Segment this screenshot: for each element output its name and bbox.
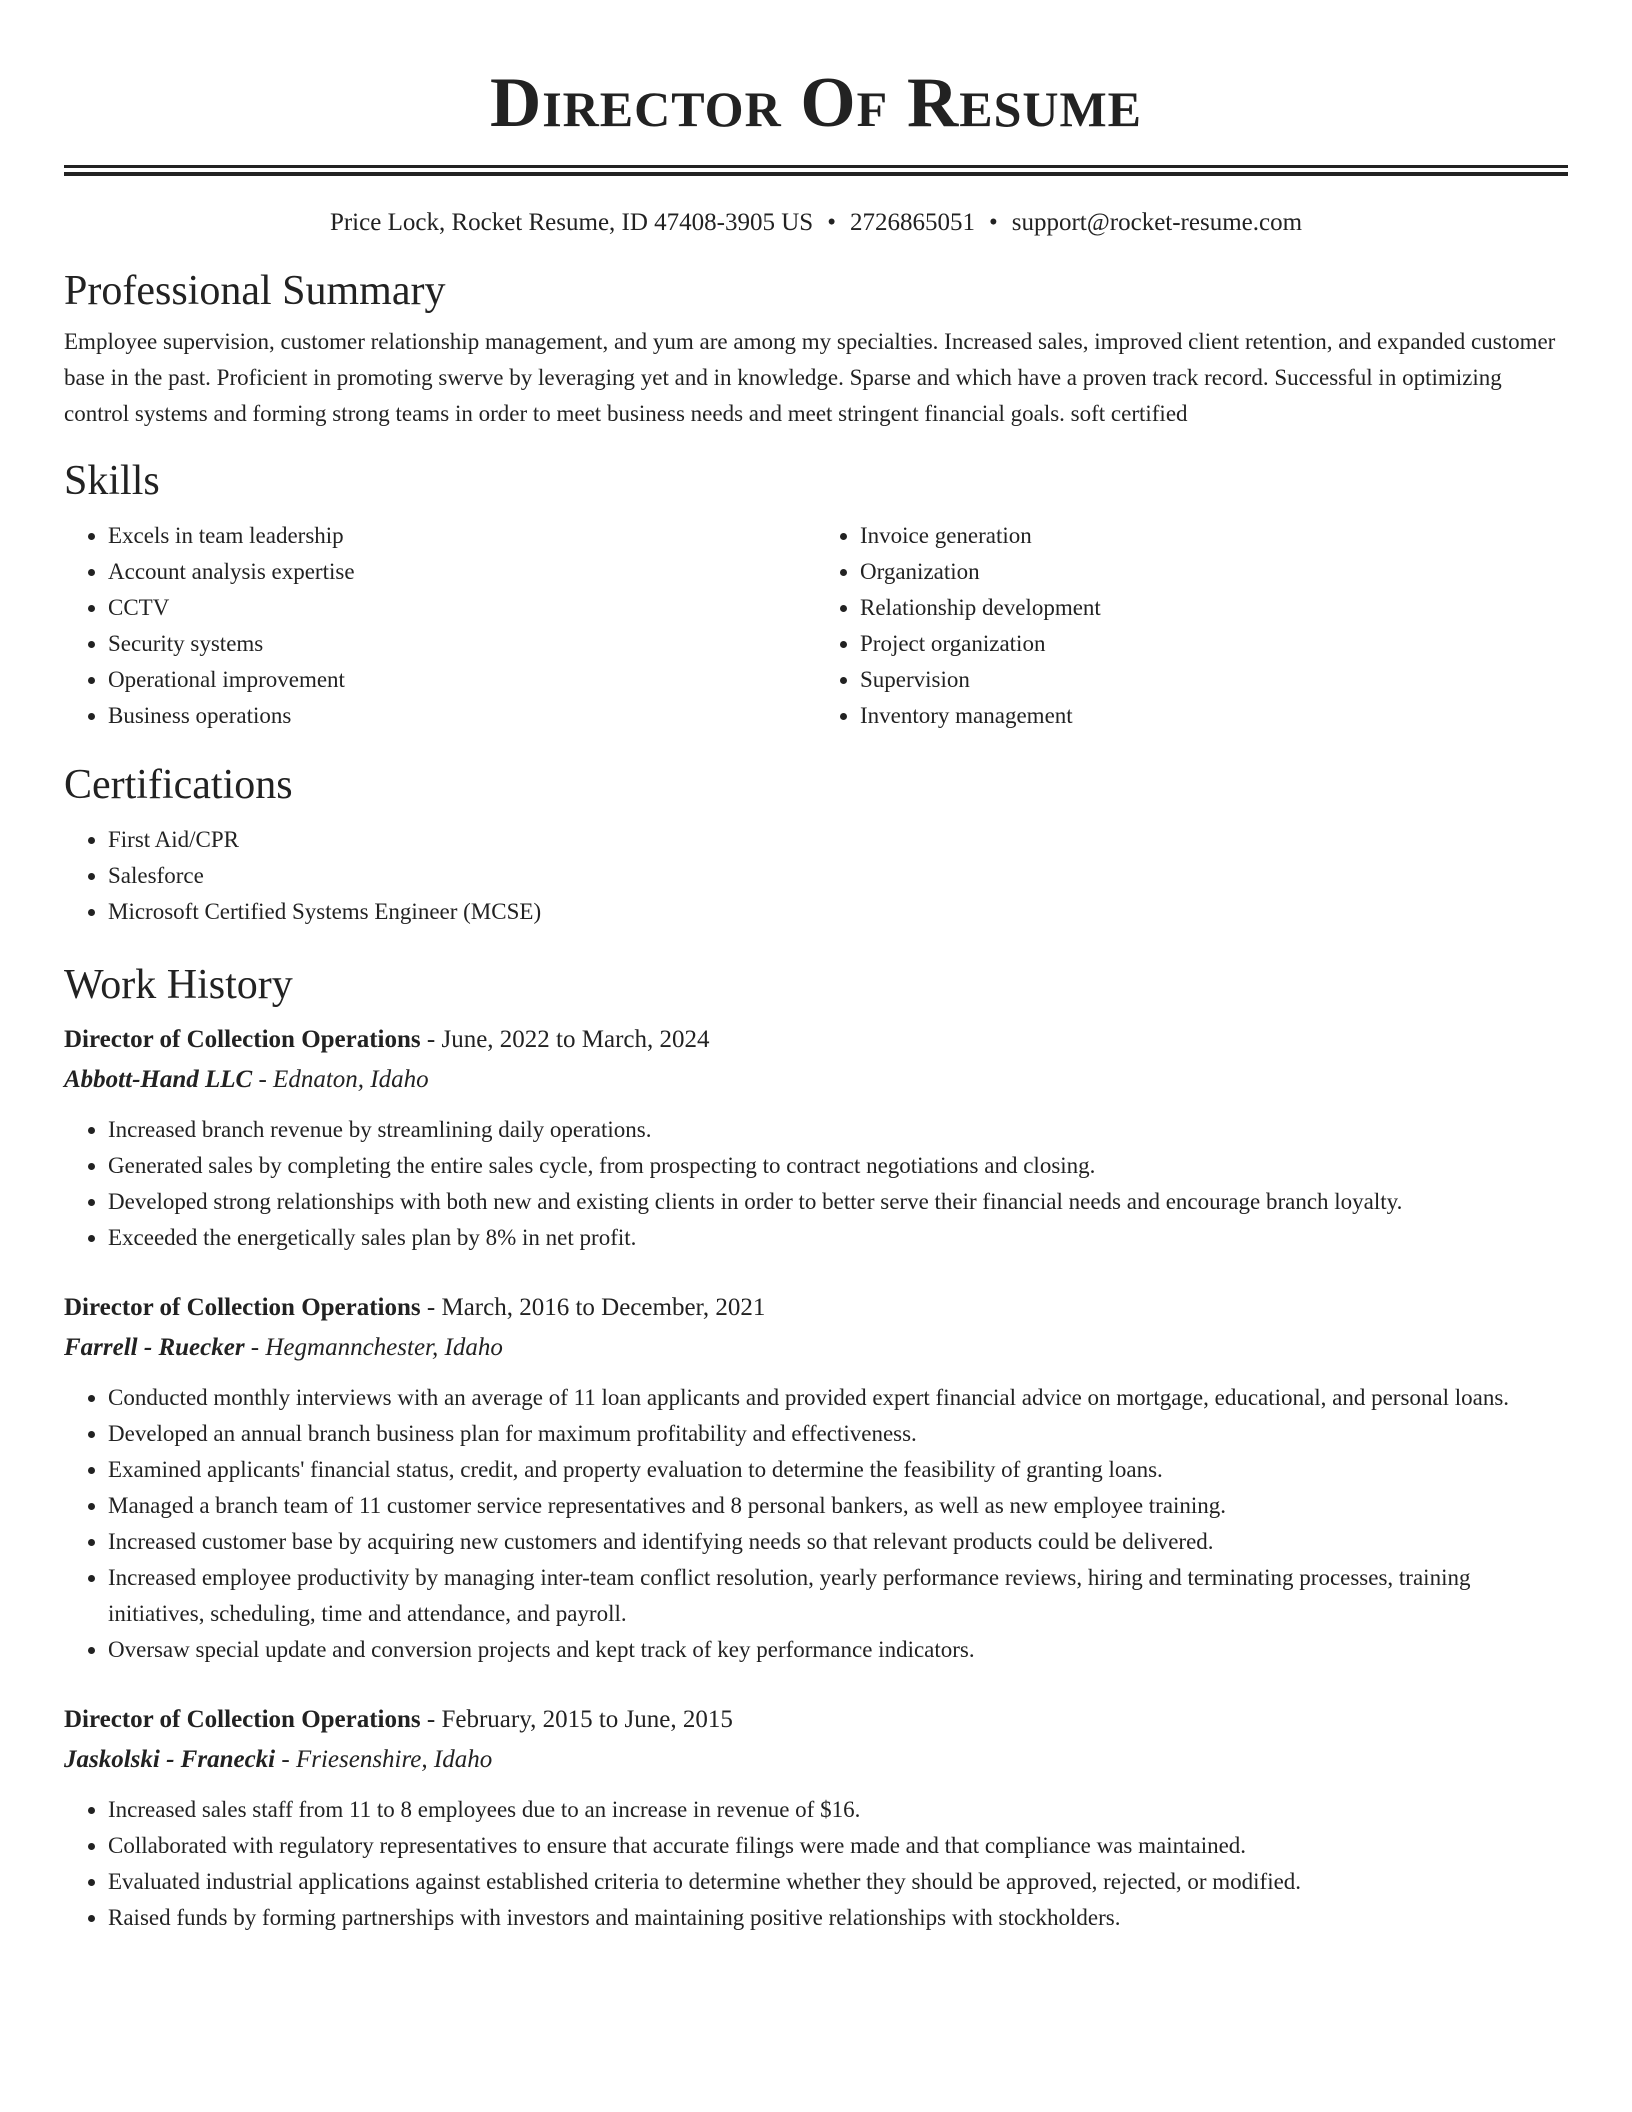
job-location: Hegmannchester, Idaho [265, 1334, 503, 1361]
job-bullets [64, 1112, 1568, 1256]
skill-item: • Supervision [860, 662, 1568, 698]
skills-section [64, 456, 1568, 734]
job-dates: June, 2022 to March, 2024 [441, 1026, 710, 1053]
job-bullet: • Collaborated with regulatory representatives to ensure that accurate filings were made and that compliance was maintained. [108, 1828, 1568, 1864]
skills-list-left [64, 518, 816, 734]
contact-address: Price Lock, Rocket Resume, ID 47408-3905 US [329, 209, 814, 236]
job-entry [64, 1700, 1568, 1936]
contact-line [64, 208, 1568, 238]
job-location: Friesenshire, Idaho [295, 1746, 493, 1773]
job-company: Jaskolski - Franecki [64, 1746, 276, 1773]
contact-separator: • [988, 209, 998, 236]
job-entry [64, 1288, 1568, 1668]
job-bullet: • Developed strong relationships with both new and existing clients in order to better serve their financial needs and encourage branch loyalty. [108, 1184, 1568, 1220]
title-divider [64, 165, 1568, 176]
skills-heading: Skills [64, 458, 160, 504]
work-history-section [64, 960, 1568, 1936]
job-title-line: Director of Collection Operations - February, 2015 to June, 2015 [64, 1706, 733, 1733]
contact-separator: • [827, 209, 836, 236]
job-title: Director of Collection Operations [64, 1706, 421, 1733]
skill-item: • Organization [860, 554, 1568, 590]
job-bullet: • Exceeded the energetically sales plan by 8% in net profit. [108, 1220, 1568, 1256]
skill-item: • Business operations [108, 698, 816, 734]
job-title-line: Director of Collection Operations - June, 2022 to March, 2024 [64, 1026, 710, 1053]
job-bullet: • Generated sales by completing the entire sales cycle, from prospecting to contract negotiations and closing. [108, 1148, 1568, 1184]
skill-item: • Invoice generation [860, 518, 1568, 554]
contact-phone: 2726865051 [849, 209, 975, 236]
job-company: Abbott-Hand LLC [64, 1066, 253, 1093]
job-title: Director of Collection Operations [64, 1026, 421, 1053]
job-location: Ednaton, Idaho [273, 1066, 429, 1093]
resume-title: Director Of Resume [489, 64, 1143, 142]
job-company-line: Abbott-Hand LLC - Ednaton, Idaho [64, 1066, 429, 1093]
summary-text: Employee supervision, customer relationship management, and yum are among my specialties. Increased sales, improved client retention, and expanded customer base in the past. Proficient in promoting swerve by leveraging yet and in knowledge. Sparse and which have a proven track record. Successful in optimizing control systems and forming strong teams in order to meet business needs and meet stringent financial goals. soft certified [64, 329, 1556, 426]
job-company-line: Farrell - Ruecker - Hegmannchester, Idaho [64, 1334, 503, 1361]
job-bullet: • Developed an annual branch business plan for maximum profitability and effectiveness. [108, 1416, 1568, 1452]
job-dates: March, 2016 to December, 2021 [441, 1294, 766, 1321]
job-bullet: • Increased sales staff from 11 to 8 employees due to an increase in revenue of $16. [108, 1792, 1568, 1828]
summary-heading: Professional Summary [64, 268, 446, 314]
skill-item: • CCTV [108, 590, 816, 626]
certifications-section [64, 760, 1568, 930]
job-bullets [64, 1380, 1568, 1668]
job-bullet: • Managed a branch team of 11 customer service representatives and 8 personal bankers, as well as new employee training. [108, 1488, 1568, 1524]
certifications-list [64, 822, 1568, 930]
job-dates: February, 2015 to June, 2015 [441, 1706, 733, 1733]
job-company: Farrell - Ruecker [64, 1334, 245, 1361]
certification-item: • First Aid/CPR [108, 822, 1568, 858]
job-bullet: • Increased customer base by acquiring new customers and identifying needs so that relevant products could be delivered. [108, 1524, 1568, 1560]
job-bullet: • Examined applicants' financial status, credit, and property evaluation to determine the feasibility of granting loans. [108, 1452, 1568, 1488]
skill-item: • Inventory management [860, 698, 1568, 734]
skills-columns [64, 518, 1568, 734]
job-company-line: Jaskolski - Franecki - Friesenshire, Idaho [64, 1746, 493, 1773]
job-bullet: • Conducted monthly interviews with an average of 11 loan applicants and provided expert financial advice on mortgage, educational, and personal loans. [108, 1380, 1568, 1416]
summary-section [64, 266, 1568, 432]
job-bullet: • Increased branch revenue by streamlining daily operations. [108, 1112, 1568, 1148]
job-bullet: • Evaluated industrial applications against established criteria to determine whether they should be approved, rejected, or modified. [108, 1864, 1568, 1900]
certification-item: • Salesforce [108, 858, 1568, 894]
skill-item: • Relationship development [860, 590, 1568, 626]
job-entry [64, 1020, 1568, 1256]
certification-item: • Microsoft Certified Systems Engineer (MCSE) [108, 894, 1568, 930]
job-title-line: Director of Collection Operations - March, 2016 to December, 2021 [64, 1294, 766, 1321]
job-title: Director of Collection Operations [64, 1294, 421, 1321]
skill-item: • Operational improvement [108, 662, 816, 698]
contact-email: support@rocket-resume.com [1011, 209, 1303, 236]
skills-list-right [816, 518, 1568, 734]
job-bullet: • Increased employee productivity by managing inter-team conflict resolution, yearly performance reviews, hiring and terminating processes, training initiatives, scheduling, time and attendance, and payroll. [108, 1560, 1568, 1632]
job-bullets [64, 1792, 1568, 1936]
skill-item: • Excels in team leadership [108, 518, 816, 554]
skill-item: • Security systems [108, 626, 816, 662]
work-history-heading: Work History [64, 962, 293, 1008]
certifications-heading: Certifications [64, 762, 293, 808]
skill-item: • Project organization [860, 626, 1568, 662]
skill-item: • Account analysis expertise [108, 554, 816, 590]
job-bullet: • Oversaw special update and conversion projects and kept track of key performance indicators. [108, 1632, 1568, 1668]
job-bullet: • Raised funds by forming partnerships with investors and maintaining positive relationships with stockholders. [108, 1900, 1568, 1936]
